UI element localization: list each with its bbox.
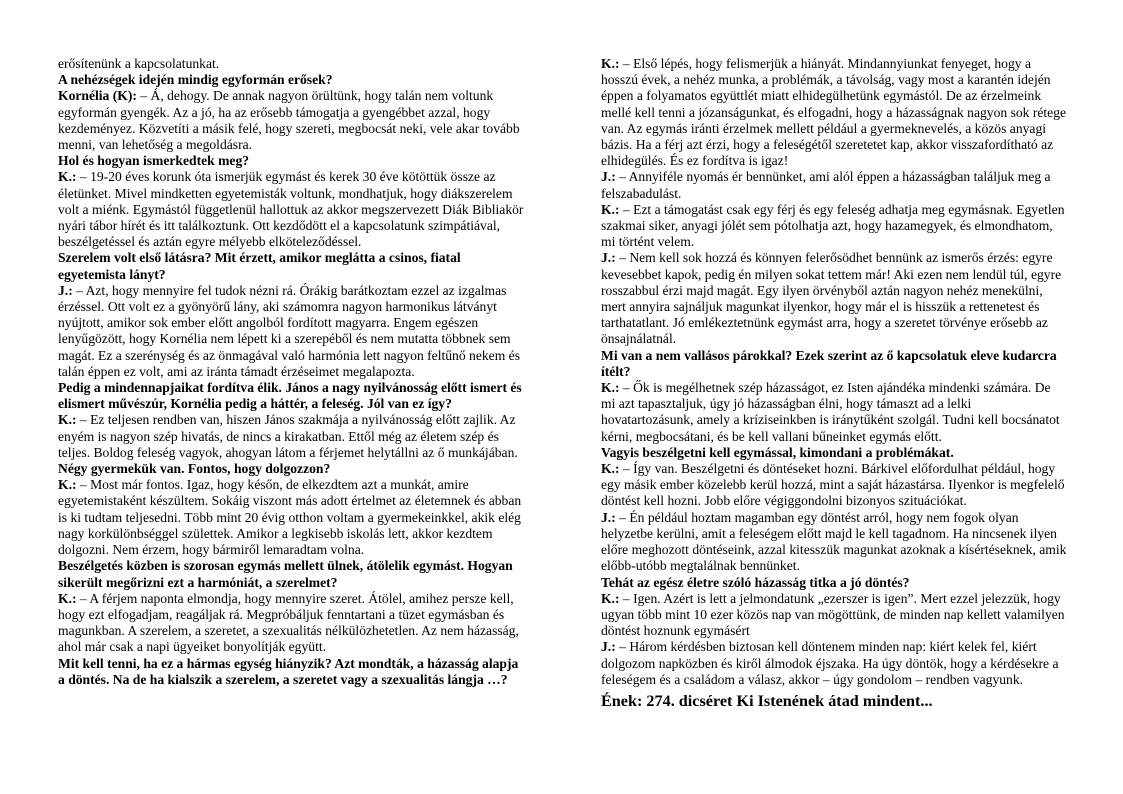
interview-question: Négy gyermekük van. Fontos, hogy dolgozzon? xyxy=(58,461,331,477)
speaker-label: K.: xyxy=(601,201,620,217)
speaker-label: Kornélia (K): xyxy=(58,88,137,104)
speaker-label: J.: xyxy=(601,250,616,266)
answer-text: – Első lépés, hogy felismerjük a hiányát. Mindannyiunkat fenyeget, hogy a hosszú évek, a nehéz munka, a problémák, a távolság, vagy most a karantén idején éppen a folyamatos együttlét miatt elhidegülhetünk egymástól. De az érzelmeink mellé kell tenni a józanságunkat, és elfogadni, hogy a házasságnak nagyon sok rétege van. Az egymás iránti érzelmek mellett például a gyermeknevelés, a közös anyagi bázis. Ha a férj azt érzi, hogy a feleségétől szeretetet kap, akkor visszafordítható az elhidegülés. És ez fordítva is igaz! xyxy=(601,56,1067,169)
interview-answer xyxy=(58,412,526,461)
interview-question: Hol és hogyan ismerkedtek meg? xyxy=(58,153,250,169)
interview-answer xyxy=(601,461,1067,510)
interview-question: Vagyis beszélgetni kell egymással, kimondani a problémákat. xyxy=(601,444,954,460)
interview-answer xyxy=(58,56,526,72)
interview-question: Mit kell tenni, ha ez a hármas egység hiányzik? Azt mondták, a házasság alapja a döntés. Na de ha kialszik a szerelem, a szeretet vagy a szexualitás lángja …? xyxy=(58,655,519,687)
speaker-label: K.: xyxy=(58,590,77,606)
interview-question: Pedig a mindennapjaikat fordítva élik. János a nagy nyilvánosság előtt ismert és elismert művészúr, Kornélia pedig a háttér, a feleség. Jól van ez így? xyxy=(58,380,522,412)
interview-question: A nehézségek idején mindig egyformán erősek? xyxy=(58,72,333,88)
interview-question: Szerelem volt első látásra? Mit érzett, amikor meglátta a csinos, fiatal egyetemista lányt? xyxy=(58,250,461,282)
answer-text: – 19-20 éves korunk óta ismerjük egymást és kerek 30 éve kötöttük össze az életünket. Mivel mindketten egyetemisták voltunk, mondhatjuk, hogy diákszerelem volt a miénk. Egymástól függetlenül hallottuk az akkor megszervezett Diák Bibliakör nyári tábor hírét és itt találkoztunk. Ott kezdődött el a kapcsolatunk szimpátiával, beszélgetéssel és aztán egyre mélyebb elköteleződéssel. xyxy=(58,169,524,250)
interview-answer xyxy=(601,380,1067,445)
speaker-label: J.: xyxy=(58,282,73,298)
answer-text: – Azt, hogy mennyire fel tudok nézni rá. Órákig barátkoztam ezzel az izgalmas érzéssel. Ott volt ez a gyönyörű lány, aki számomra nagyon harmonikus látványt nyújtott, amikor sok ember előtt angolból fordított magyarra. Engem egészen lenyűgözött, hogy Kornélia nem lépett ki a szerepéből és nem mutatta többnek sem magát. Ez a szerénység és az önmagával való harmónia lett nagyon feltűnő nekem és talán éppen ez volt, ami az iránta támadt érzéseimet megalapozta. xyxy=(58,282,521,379)
interview-answer xyxy=(601,510,1067,575)
speaker-label: J.: xyxy=(601,639,616,655)
interview-answer xyxy=(58,477,526,558)
interview-answer xyxy=(601,169,1067,201)
interview-question: Beszélgetés közben is szorosan egymás mellett ülnek, átölelik egymást. Hogyan sikerült megőrizni ezt a harmóniát, a szerelmet? xyxy=(58,558,513,590)
speaker-label: J.: xyxy=(601,509,616,525)
interview-question: Tehát az egész életre szóló házasság titka a jó döntés? xyxy=(601,574,910,590)
speaker-label: J.: xyxy=(601,169,616,185)
interview-answer xyxy=(58,591,526,656)
interview-answer xyxy=(58,283,526,380)
interview-answer xyxy=(58,88,526,153)
interview-question: Mi van a nem vallásos párokkal? Ezek szerint az ő kapcsolatuk eleve kudarcra ítélt? xyxy=(601,347,1057,379)
answer-text: – A férjem naponta elmondja, hogy mennyire szeret. Átölel, amihez persze kell, hogy ezt elfogadjam, reagáljak rá. Megpróbáljuk fenntartani a tüzet egymásban és magunkban. A szerelem, a szeretet, a szexualitás nélkülözhetetlen. Az nem házasság, ahol már csak a napi ügyeiket bonyolítják együtt. xyxy=(58,590,519,655)
speaker-label: K.: xyxy=(601,380,620,396)
interview-answer xyxy=(601,639,1067,688)
speaker-label: K.: xyxy=(58,412,77,428)
speaker-label: K.: xyxy=(601,461,620,477)
interview-answer xyxy=(601,202,1067,251)
speaker-label: K.: xyxy=(601,590,620,606)
answer-text: – Annyiféle nyomás ér bennünket, ami alól éppen a házasságban találjuk meg a felszabadulást. xyxy=(601,169,1051,201)
interview-answer xyxy=(58,169,526,250)
speaker-label: K.: xyxy=(58,477,77,493)
interview-answer xyxy=(601,250,1067,347)
right-column xyxy=(601,56,1067,709)
answer-text: – Ők is megélhetnek szép házasságot, ez Isten ajándéka mindenki számára. De mi azt tapasztaljuk, úgy jó házasságban élni, hogy támaszt ad a lelki hovatartozásunk, amely a kríziseinkben is iránytűként szolgál. Tudni kell bocsánatot kérni, megbocsátani, és be kell vallani bűneinket egymás előtt. xyxy=(601,380,1060,444)
left-column xyxy=(58,56,526,688)
answer-text: – Ez teljesen rendben van, hiszen János szakmája a nyilvánosság előtt zajlik. Az enyém is nagyon szép hivatás, de nincs a kirakatban. Ettől még az életem szép és teljes. Boldog feleség vagyok, ahogyan látom a férjemet helytállni az ő munkájában. xyxy=(58,412,518,460)
answer-text: – Én például hoztam magamban egy döntést arról, hogy nem fogok olyan helyzetbe kerülni, amit a feleségem előtt majd le kell tagadnom. Ha nincsenek ilyen előre meghozott döntéseink, azzal kitesszük magunkat azoknak a kísértéseknek, amik előbb-utóbb megtalálnak bennünket. xyxy=(601,509,1067,574)
answer-text: – Három kérdésben biztosan kell döntenem minden nap: kiért kelek fel, kiért dolgozom napközben és kiről álmodok éjszaka. Ha úgy döntök, hogy a kérdésekre a feleségem és a családom a válasz, akkor – úgy gondolom – rendben vagyunk. xyxy=(601,639,1059,687)
interview-answer xyxy=(601,56,1067,169)
answer-text: – Így van. Beszélgetni és döntéseket hozni. Bárkivel előfordulhat például, hogy egy másik ember közelebb kerül hozzá, mint a saját házastársa. Ilyenkor is megfelelő döntést kell hozni. Jobb előre végiggondolni bizonyos szituációkat. xyxy=(601,461,1065,509)
answer-text: – Most már fontos. Igaz, hogy későn, de elkezdtem azt a munkát, amire egyetemistaként készültem. Sokáig viszont más adott értelmet az életemnek és abban is ki tudtam teljesedni. Több mint 20 évig otthon voltam a gyermekeinkkel, akik elég nagy korkülönbséggel születtek. Amikor a legkisebb iskolás lett, akkor kezdtem dolgozni. Nem érzem, hogy bármiről lemaradtam volna. xyxy=(58,477,522,558)
answer-text: erősítenünk a kapcsolatunkat. xyxy=(58,56,220,71)
interview-answer xyxy=(601,591,1067,640)
answer-text: – Nem kell sok hozzá és könnyen felerősödhet bennünk az ismerős érzés: egyre kevesebbet kapok, pedig én milyen sokat tettem már! Aki ezen nem lendül túl, egyre rosszabbul érzi majd magát. Egy ilyen örvényből aztán nagyon nehéz menekülni, mert annyira sajnáljuk magunkat ilyenkor, hogy már el is hisszük a rettenetest és tarthatatlant. Jó emlékeztetnünk egymást arra, hogy a szeretet törvénye erősebb az önsajnálatnál. xyxy=(601,250,1062,347)
answer-text: – Ezt a támogatást csak egy férj és egy feleség adhatja meg egymásnak. Egyetlen szakmai siker, anyagi jólét sem pótolhatja azt, hogy hazamegyek, és elmondhatom, mi történt velem. xyxy=(601,201,1065,250)
closing-hymn: Ének: 274. dicséret Ki Istenének átad mindent... xyxy=(601,691,933,710)
speaker-label: K.: xyxy=(601,56,620,71)
answer-text: – Á, dehogy. De annak nagyon örültünk, hogy talán nem voltunk egyformán gyengék. Az a jó, ha az erősebb támogatja a gyengébbet azzal, hogy kezdeményez. Közvetíti a másik felé, hogy szereti, megbocsát neki, vele akar tovább menni, van lehetőség a megoldásra. xyxy=(58,88,520,153)
answer-text: – Igen. Azért is lett a jelmondatunk „ezerszer is igen”. Mert ezzel jelezzük, hogy ugyan több mint 10 ezer közös nap van mögöttünk, de minden nap kellett valamilyen döntést hoznunk egymásért xyxy=(601,590,1065,639)
speaker-label: K.: xyxy=(58,169,77,185)
